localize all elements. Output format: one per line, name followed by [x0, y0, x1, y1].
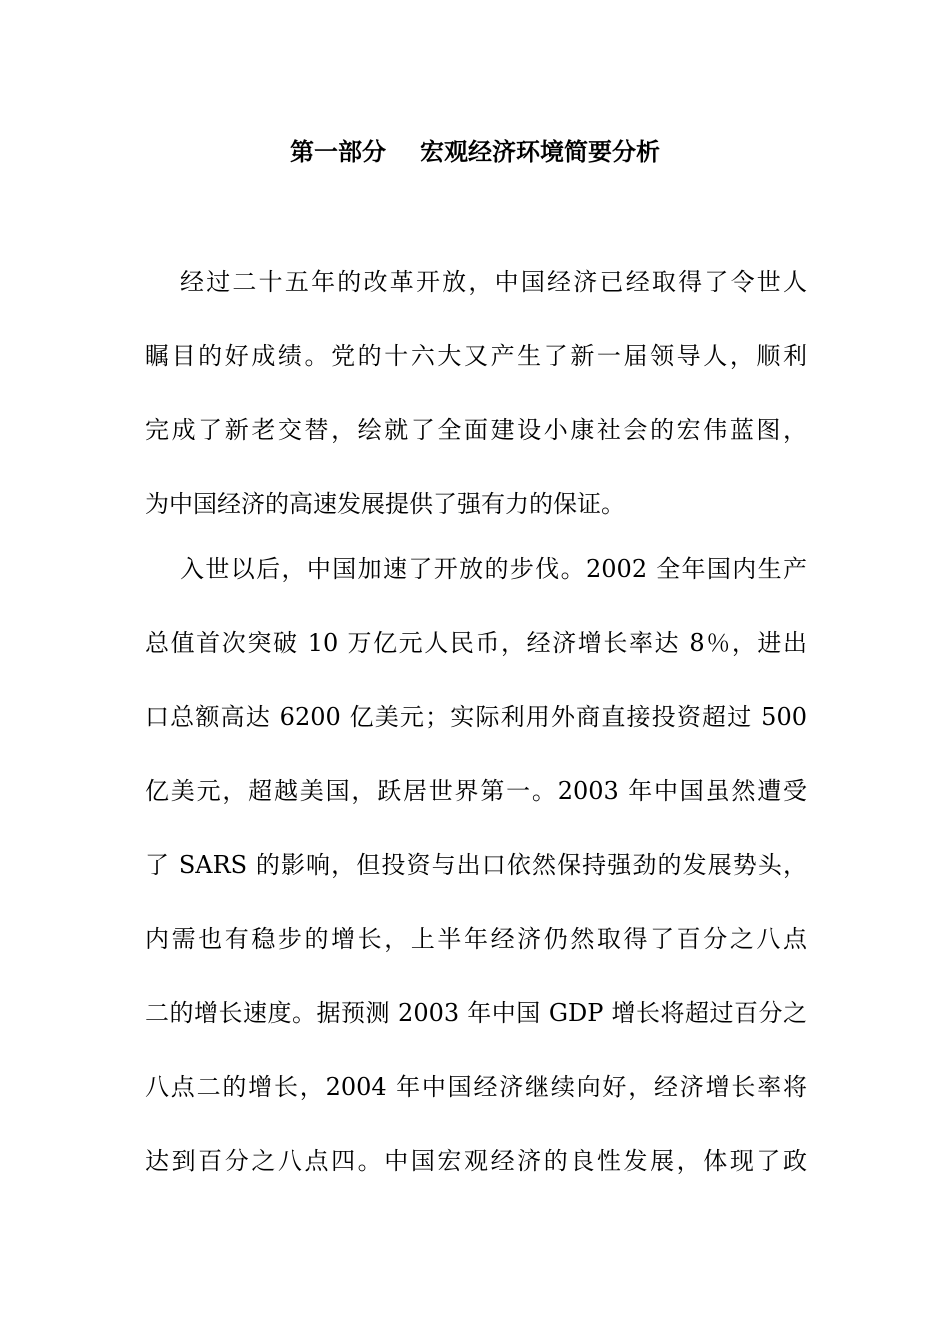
paragraph-line: 完成了新老交替，绘就了全面建设小康社会的宏伟蓝图，: [145, 416, 807, 444]
paragraph-line: 二的增长速度。据预测 2003 年中国 GDP 增长将超过百分之: [145, 999, 807, 1027]
section-heading: [0, 134, 950, 170]
paragraph-line: 总值首次突破 10 万亿元人民币，经济增长率达 8％，进出: [145, 629, 807, 657]
section-part-label: 第一部分: [290, 137, 386, 166]
paragraph-line: 入世以后，中国加速了开放的步伐。2002 全年国内生产: [180, 555, 807, 583]
paragraph-line: 口总额高达 6200 亿美元；实际利用外商直接投资超过 500: [145, 703, 807, 731]
paragraph-line: 内需也有稳步的增长，上半年经济仍然取得了百分之八点: [145, 925, 807, 953]
paragraph-line: 亿美元，超越美国，跃居世界第一。2003 年中国虽然遭受: [145, 777, 807, 805]
section-title: 宏观经济环境简要分析: [420, 137, 660, 166]
paragraph-line: 经过二十五年的改革开放，中国经济已经取得了令世人: [180, 268, 807, 296]
paragraph-line: 八点二的增长，2004 年中国经济继续向好，经济增长率将: [145, 1073, 807, 1101]
paragraph-line: 为中国经济的高速发展提供了强有力的保证。: [145, 490, 625, 518]
paragraph-line: 瞩目的好成绩。党的十六大又产生了新一届领导人，顺利: [145, 342, 807, 370]
paragraph-line: 了 SARS 的影响，但投资与出口依然保持强劲的发展势头，: [145, 851, 807, 879]
paragraph-line: 达到百分之八点四。中国宏观经济的良性发展，体现了政: [145, 1147, 807, 1175]
